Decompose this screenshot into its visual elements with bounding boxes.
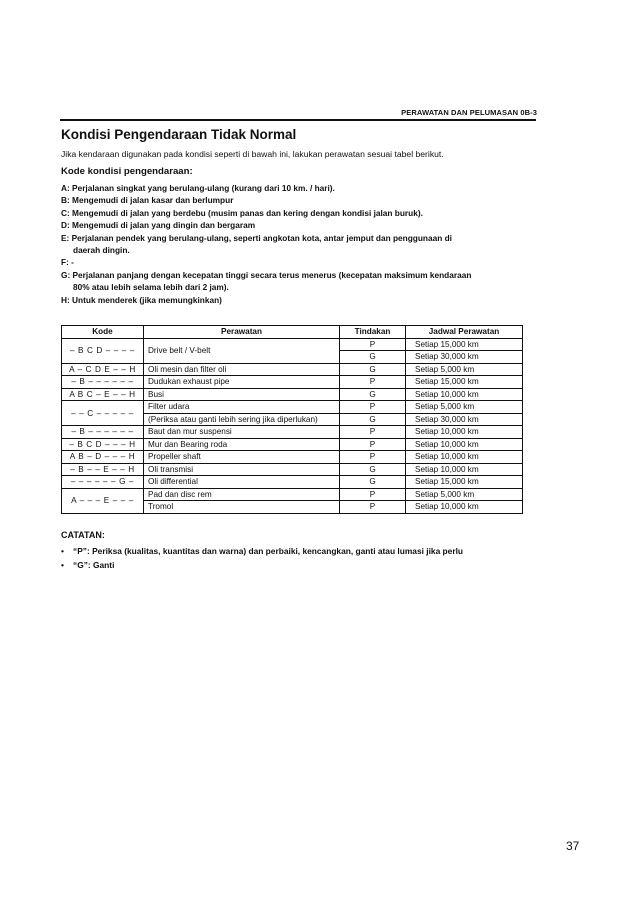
- perawatan-cell: Propeller shaft: [144, 451, 340, 464]
- header-kode: Kode: [62, 326, 144, 339]
- header-perawatan: Perawatan: [144, 326, 340, 339]
- tindakan-cell: P: [340, 338, 406, 351]
- condition-g-continued: 80% atau lebih selama lebih dari 2 jam).: [73, 282, 229, 293]
- tindakan-cell: G: [340, 463, 406, 476]
- header-rule: [60, 119, 536, 121]
- condition-b: B: Mengemudi di jalan kasar dan berlumpur: [61, 195, 234, 206]
- perawatan-cell: Oli differential: [144, 476, 340, 489]
- perawatan-cell: Oli mesin dan filter oli: [144, 363, 340, 376]
- tindakan-cell: G: [340, 388, 406, 401]
- condition-e-continued: daerah dingin.: [73, 245, 130, 256]
- kode-cell: A B C – E – – H: [62, 388, 144, 401]
- kode-cell: – B – – E – – H: [62, 463, 144, 476]
- condition-d: D: Mengemudi di jalan yang dingin dan bergaram: [61, 220, 256, 231]
- perawatan-cell: Drive belt / V-belt: [144, 338, 340, 363]
- perawatan-cell: Pad dan disc rem: [144, 488, 340, 501]
- tindakan-cell: G: [340, 363, 406, 376]
- jadwal-cell: Setiap 5,000 km: [406, 401, 523, 414]
- jadwal-cell: Setiap 10,000 km: [406, 501, 523, 514]
- kode-cell: – – C – – – – –: [62, 401, 144, 426]
- jadwal-cell: Setiap 15,000 km: [406, 376, 523, 389]
- perawatan-cell: Filter udara: [144, 401, 340, 414]
- table-row: [62, 488, 523, 501]
- kode-cell: A – – – E – – –: [62, 488, 144, 513]
- perawatan-cell: Mur dan Bearing roda: [144, 438, 340, 451]
- jadwal-cell: Setiap 10,000 km: [406, 438, 523, 451]
- jadwal-cell: Setiap 15,000 km: [406, 338, 523, 351]
- condition-f: F: -: [61, 257, 74, 268]
- table-row: [62, 476, 523, 489]
- tindakan-cell: P: [340, 438, 406, 451]
- header-tindakan: Tindakan: [340, 326, 406, 339]
- note-p: [61, 544, 463, 558]
- tindakan-cell: P: [340, 451, 406, 464]
- perawatan-cell: Oli transmisi: [144, 463, 340, 476]
- kode-cell: A – C D E – – H: [62, 363, 144, 376]
- section-title: Kondisi Pengendaraan Tidak Normal: [61, 127, 297, 142]
- kode-cell: – B – – – – – –: [62, 376, 144, 389]
- perawatan-cell: Baut dan mur suspensi: [144, 426, 340, 439]
- kode-cell: – – – – – – G –: [62, 476, 144, 489]
- tindakan-cell: G: [340, 413, 406, 426]
- table-row: [62, 338, 523, 351]
- tindakan-cell: P: [340, 488, 406, 501]
- jadwal-cell: Setiap 10,000 km: [406, 388, 523, 401]
- kode-cell: – B C D – – – –: [62, 338, 144, 363]
- table-header-row: [62, 326, 523, 339]
- maintenance-table: [61, 325, 523, 514]
- table-row: [62, 401, 523, 414]
- note-text: “G”: Ganti: [73, 560, 115, 570]
- tindakan-cell: P: [340, 376, 406, 389]
- table-row: [62, 426, 523, 439]
- jadwal-cell: Setiap 30,000 km: [406, 413, 523, 426]
- jadwal-cell: Setiap 5,000 km: [406, 488, 523, 501]
- perawatan-cell: Busi: [144, 388, 340, 401]
- condition-c: C: Mengemudi di jalan yang berdebu (musim panas dan kering dengan kondisi jalan buruk).: [61, 207, 423, 218]
- tindakan-cell: P: [340, 501, 406, 514]
- kode-cell: – B – – – – – –: [62, 426, 144, 439]
- tindakan-cell: G: [340, 351, 406, 364]
- condition-g: G: Perjalanan panjang dengan kecepatan tinggi secara terus menerus (kecepatan maksimum kendaraan: [61, 269, 472, 280]
- jadwal-cell: Setiap 10,000 km: [406, 451, 523, 464]
- jadwal-cell: Setiap 15,000 km: [406, 476, 523, 489]
- page-number: 37: [566, 839, 580, 853]
- table-row: [62, 376, 523, 389]
- table-row: [62, 388, 523, 401]
- note-g: [61, 558, 463, 572]
- running-header: PERAWATAN DAN PELUMASAN 0B-3: [401, 108, 537, 117]
- kode-cell: – B C D – – – H: [62, 438, 144, 451]
- tindakan-cell: G: [340, 476, 406, 489]
- tindakan-cell: P: [340, 401, 406, 414]
- condition-h: H: Untuk menderek (jika memungkinkan): [61, 294, 222, 305]
- jadwal-cell: Setiap 10,000 km: [406, 463, 523, 476]
- kode-heading: Kode kondisi pengendaraan:: [61, 166, 193, 177]
- perawatan-cell: (Periksa atau ganti lebih sering jika diperlukan): [144, 413, 340, 426]
- header-jadwal: Jadwal Perawatan: [406, 326, 523, 339]
- catatan-list: [61, 544, 463, 572]
- jadwal-cell: Setiap 10,000 km: [406, 426, 523, 439]
- intro-text: Jika kendaraan digunakan pada kondisi seperti di bawah ini, lakukan perawatan sesuai tabel berikut.: [61, 149, 444, 159]
- jadwal-cell: Setiap 30,000 km: [406, 351, 523, 364]
- table-row: [62, 363, 523, 376]
- kode-cell: A B – D – – – H: [62, 451, 144, 464]
- table-row: [62, 463, 523, 476]
- note-text: “P”: Periksa (kualitas, kuantitas dan warna) dan perbaiki, kencangkan, ganti atau lumasi jika perlu: [73, 546, 464, 556]
- table-row: [62, 451, 523, 464]
- condition-e: E: Perjalanan pendek yang berulang-ulang, seperti angkotan kota, antar jemput dan penggunaan di: [61, 232, 452, 243]
- perawatan-cell: Tromol: [144, 501, 340, 514]
- tindakan-cell: P: [340, 426, 406, 439]
- condition-list: [61, 182, 537, 306]
- jadwal-cell: Setiap 5,000 km: [406, 363, 523, 376]
- condition-a: A: Perjalanan singkat yang berulang-ulang (kurang dari 10 km. / hari).: [61, 183, 335, 193]
- perawatan-cell: Dudukan exhaust pipe: [144, 376, 340, 389]
- catatan-heading: CATATAN:: [61, 530, 105, 540]
- table-row: [62, 438, 523, 451]
